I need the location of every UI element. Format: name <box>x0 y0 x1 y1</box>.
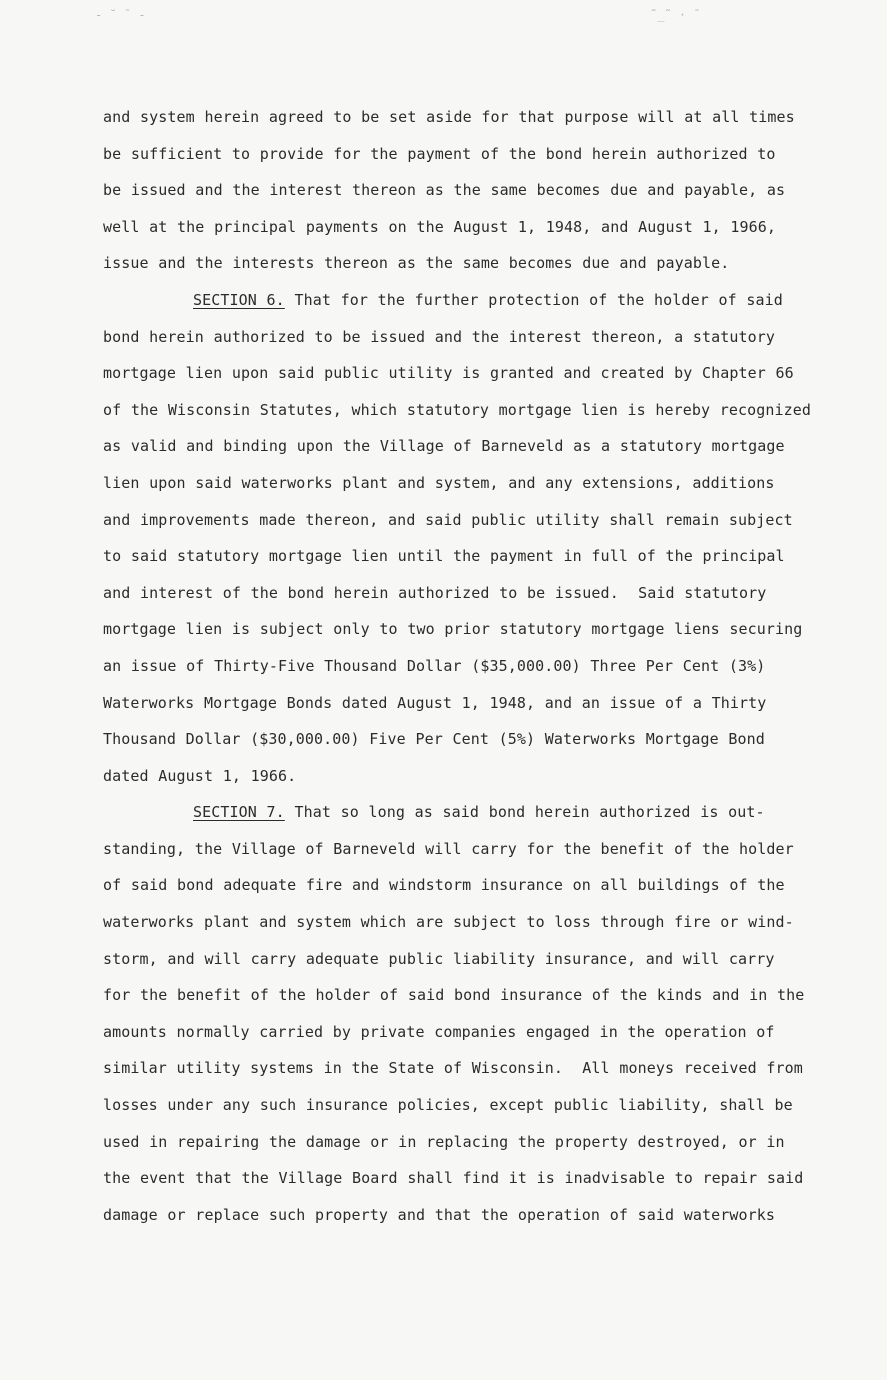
document-body <box>103 99 823 1233</box>
text-line: the event that the Village Board shall find it is inadvisable to repair said <box>103 1169 804 1188</box>
text-line: issue and the interests thereon as the same becomes due and payable. <box>103 254 730 273</box>
section-6-heading: SECTION 6. <box>193 290 285 309</box>
text-line: losses under any such insurance policies, except public liability, shall be <box>103 1096 793 1115</box>
text-line: waterworks plant and system which are subject to loss through fire or wind- <box>103 913 794 932</box>
text-line: damage or replace such property and that the operation of said waterworks <box>103 1205 776 1224</box>
text-line: Thousand Dollar ($30,000.00) Five Per Cent (5%) Waterworks Mortgage Bond <box>103 730 765 749</box>
text-line: lien upon said waterworks plant and system, and any extensions, additions <box>103 473 775 492</box>
text-line: well at the principal payments on the August 1, 1948, and August 1, 1966, <box>103 217 777 236</box>
text-line: Waterworks Mortgage Bonds dated August 1, 1948, and an issue of a Thirty <box>103 693 767 712</box>
scan-mark: ˜_˜ · ˉ <box>650 8 701 22</box>
text-line: mortgage lien upon said public utility is granted and created by Chapter 66 <box>103 364 794 383</box>
text-line: an issue of Thirty-Five Thousand Dollar ($35,000.00) Three Per Cent (3%) <box>103 656 766 675</box>
text-line: similar utility systems in the State of Wisconsin. All moneys received from <box>103 1059 803 1078</box>
section-7-first-line <box>103 794 823 831</box>
section-7-heading: SECTION 7. <box>193 803 285 822</box>
text-line: amounts normally carried by private companies engaged in the operation of <box>103 1022 775 1041</box>
text-line: standing, the Village of Barneveld will carry for the benefit of the holder <box>103 839 794 858</box>
text-line: of the Wisconsin Statutes, which statutory mortgage lien is hereby recognized <box>103 400 812 419</box>
text-line: storm, and will carry adequate public liability insurance, and will carry <box>103 949 775 968</box>
text-line: to said statutory mortgage lien until the payment in full of the principal <box>103 547 785 566</box>
text-line: That so long as said bond herein authorized is out- <box>284 803 765 822</box>
text-line: bond herein authorized to be issued and the interest thereon, a statutory <box>103 327 776 346</box>
text-line: mortgage lien is subject only to two prior statutory mortgage liens securing <box>103 620 803 639</box>
text-line: used in repairing the damage or in replacing the property destroyed, or in <box>103 1132 785 1151</box>
text-line: and interest of the bond herein authorized to be issued. Said statutory <box>103 583 767 602</box>
text-line: dated August 1, 1966. <box>103 766 297 785</box>
text-line: and improvements made thereon, and said public utility shall remain subject <box>103 510 793 529</box>
text-line: for the benefit of the holder of said bond insurance of the kinds and in the <box>103 986 805 1005</box>
section-6-first-line <box>103 282 823 319</box>
text-line: That for the further protection of the holder of said <box>284 290 783 309</box>
text-line: of said bond adequate fire and windstorm insurance on all buildings of the <box>103 876 785 895</box>
text-line: be sufficient to provide for the payment of the bond herein authorized to <box>103 144 776 163</box>
text-line: and system herein agreed to be set aside for that purpose will at all times <box>103 108 795 126</box>
text-line: be issued and the interest thereon as the same becomes due and payable, as <box>103 181 786 200</box>
scan-mark: - ˘ ˉ - <box>95 8 146 22</box>
text-line: as valid and binding upon the Village of Barneveld as a statutory mortgage <box>103 437 785 456</box>
